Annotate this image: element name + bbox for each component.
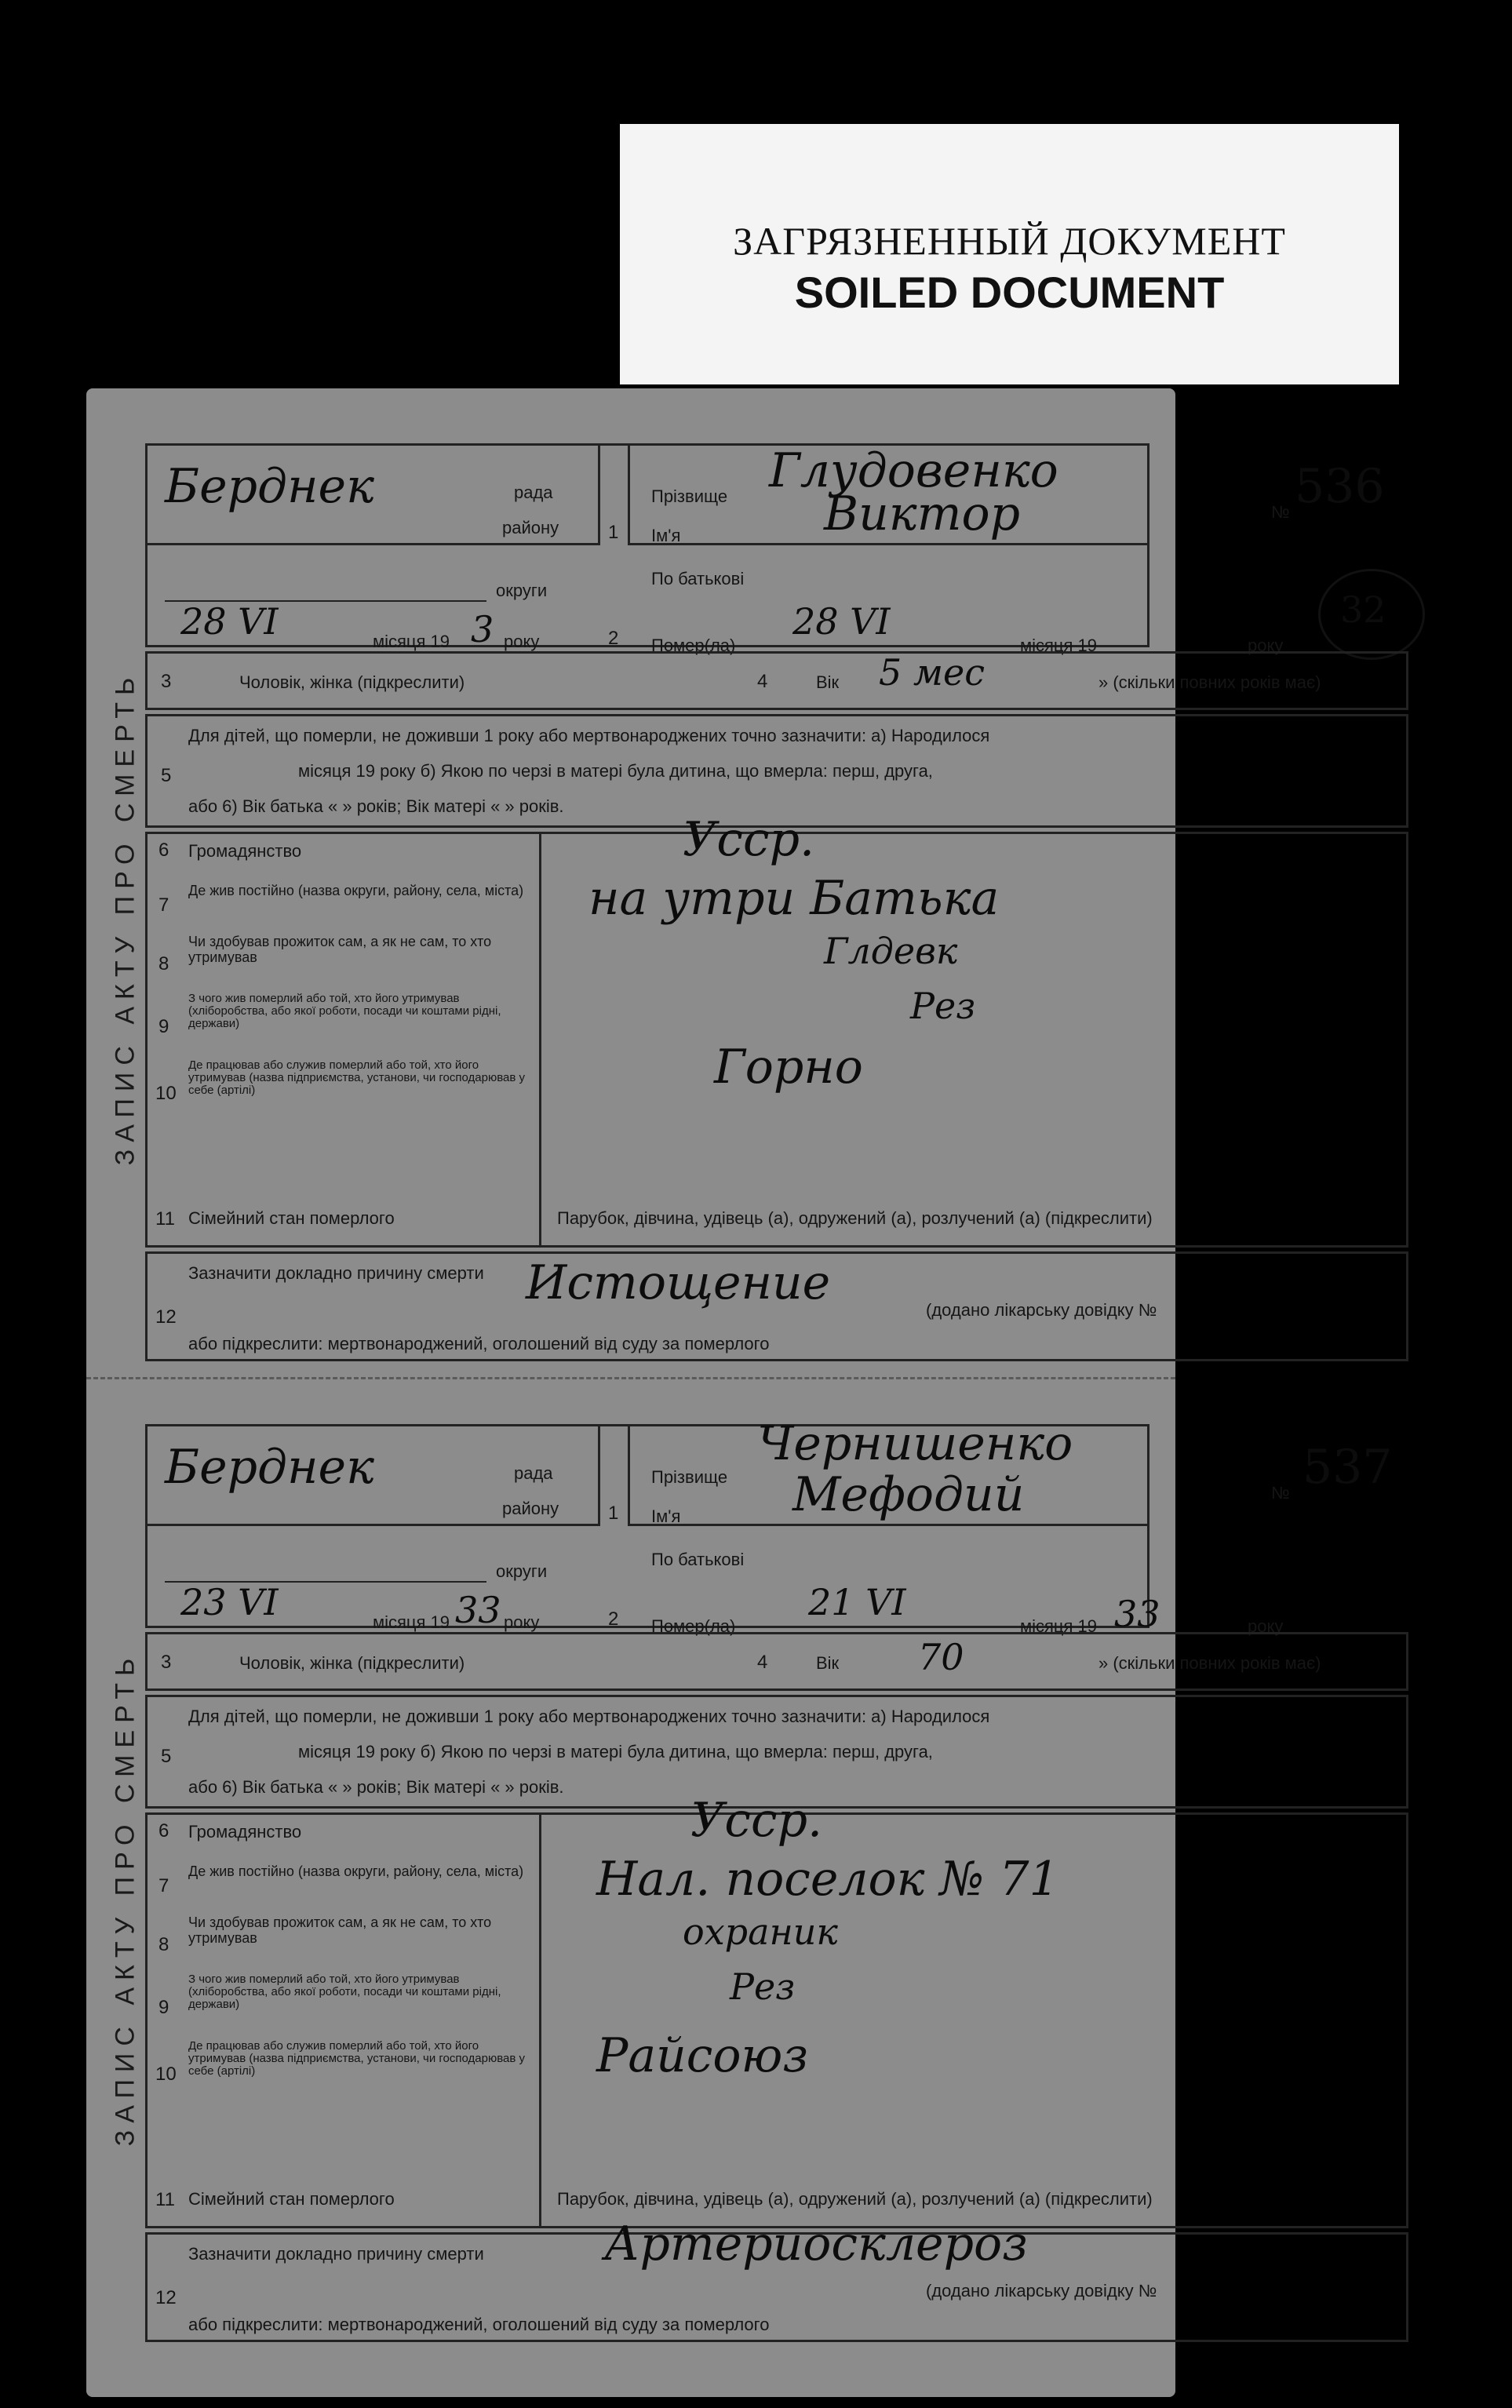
label-vik: Вік	[816, 672, 840, 692]
reg-date: 28 VI	[180, 600, 279, 643]
row-num-7: 7	[158, 1875, 169, 1896]
label-rada: рада	[514, 1463, 553, 1483]
label-no: №	[1271, 502, 1290, 522]
row-num-3: 3	[161, 671, 172, 692]
label-rada: рада	[514, 483, 553, 502]
stamp-line-ru: ЗАГРЯЗНЕННЫЙ ДОКУМЕНТ	[733, 219, 1286, 263]
label-no: №	[1271, 1483, 1290, 1503]
council-name: Берднек	[165, 1440, 374, 1495]
row-num-1: 1	[608, 522, 619, 543]
label-children-1: Для дітей, що померли, не доживши 1 року або мертвонароджених точно зазначити: а) Народилося	[188, 726, 990, 745]
row-num-4: 4	[757, 1652, 768, 1673]
label-death-misyatsya: місяця 19	[1020, 1616, 1098, 1636]
label-pomer: Помер(ла)	[651, 636, 736, 655]
label-po-batkovi: По батькові	[651, 569, 745, 588]
support: Глдевк	[824, 930, 958, 972]
row-num-10: 10	[155, 2064, 177, 2085]
livelihood: Рез	[730, 1965, 796, 2008]
label-okrugy: округи	[496, 1561, 548, 1581]
label-q10: Де працював або служив померлий або той, хто його утримував (назва підприємства, установи, чи господарював у себе (артілі)	[188, 1058, 525, 1097]
label-prizvyshche: Прізвище	[651, 1467, 728, 1487]
label-children-3: або 6) Вік батька « » років; Вік матері « » років.	[188, 1777, 564, 1797]
label-q12b: (додано лікарську довідку №	[926, 1300, 1157, 1320]
label-okrugy: округи	[496, 581, 548, 600]
label-q8: Чи здобував прожиток сам, а як не сам, то хто утримував	[188, 934, 492, 965]
label-q12a: Зазначити докладно причину смерти	[188, 1263, 484, 1283]
row-num-8: 8	[158, 953, 169, 974]
cause-of-death: Артериосклероз	[604, 2217, 1028, 2271]
age: 5 мес	[879, 651, 986, 694]
reg-date: 23 VI	[180, 1581, 279, 1623]
livelihood: Рез	[910, 985, 976, 1027]
death-date: 21 VI	[808, 1581, 906, 1623]
row-num-11: 11	[155, 2189, 175, 2210]
row-num-9: 9	[158, 1997, 169, 2018]
label-q12a: Зазначити докладно причину смерти	[188, 2244, 484, 2264]
label-q6: Громадянство	[188, 1822, 302, 1842]
soiled-document-stamp	[620, 124, 1399, 384]
row-num-6: 6	[158, 840, 169, 861]
label-roku: року	[504, 1612, 540, 1632]
workplace: Райсоюз	[596, 2028, 809, 2083]
given-name: Виктор	[824, 486, 1020, 541]
label-prizvyshche: Прізвище	[651, 486, 728, 506]
row-num-6: 6	[158, 1820, 169, 1842]
council-name: Берднек	[165, 459, 374, 514]
row-num-11: 11	[155, 1208, 175, 1230]
label-vik-note: » (скільки повних років має)	[1098, 1653, 1321, 1673]
label-children-2: місяця 19 року б) Якою по черзі в матері була дитина, що вмерла: перш, друга,	[298, 761, 933, 781]
label-po-batkovi: По батькові	[651, 1550, 745, 1569]
death-year: 33	[1114, 1593, 1160, 1635]
label-vik: Вік	[816, 1653, 840, 1673]
label-children-1: Для дітей, що померли, не доживши 1 року або мертвонароджених точно зазначити: а) Народилося	[188, 1707, 990, 1726]
row-num-3: 3	[161, 1652, 172, 1673]
label-q8: Чи здобував прожиток сам, а як не сам, то хто утримував	[188, 1914, 492, 1946]
label-sex: Чоловік, жінка (підкреслити)	[239, 1653, 465, 1673]
label-q12c: або підкреслити: мертвонароджений, оголошений від суду за померлого	[188, 2315, 770, 2334]
label-children-3: або 6) Вік батька « » років; Вік матері « » років.	[188, 796, 564, 816]
label-q11: Сімейний стан померлого	[188, 1208, 395, 1228]
row-num-12: 12	[155, 2287, 177, 2308]
label-q9: З чого жив померлий або той, хто його утримував (хліборобства, або якої роботи, посади чи коштами рідні, держави)	[188, 992, 501, 1030]
label-rayon: району	[502, 518, 559, 537]
reg-year: 33	[455, 1589, 501, 1631]
label-vik-note: » (скільки повних років має)	[1098, 672, 1321, 692]
residence: Нал. поселок № 71	[596, 1852, 1059, 1907]
row-num-10: 10	[155, 1083, 177, 1104]
record-number: 536	[1295, 459, 1385, 514]
label-misyatsya: місяця 19	[373, 632, 450, 651]
label-q7: Де жив постійно (назва округи, району, села, міста)	[188, 883, 524, 898]
record-side-title: ЗАПИС АКТУ ПРО СМЕРТЬ	[110, 1651, 140, 2147]
row-num-5: 5	[161, 1746, 172, 1767]
label-pomer: Помер(ла)	[651, 1616, 736, 1636]
citizenship: Усср.	[683, 812, 815, 867]
label-death-roku: року	[1248, 1616, 1284, 1636]
record-2	[86, 1416, 1393, 2358]
perforation-line	[86, 1377, 1175, 1379]
surname: Чернишенко	[757, 1416, 1073, 1471]
label-q7: Де жив постійно (назва округи, району, села, міста)	[188, 1863, 524, 1879]
label-rayon: району	[502, 1499, 559, 1518]
row-num-5: 5	[161, 765, 172, 786]
label-imya: Ім'я	[651, 526, 681, 545]
row-num-4: 4	[757, 671, 768, 692]
workplace: Горно	[714, 1040, 863, 1095]
label-death-misyatsya: місяця 19	[1020, 636, 1098, 655]
label-death-roku: року	[1248, 636, 1284, 655]
row-num-12: 12	[155, 1306, 177, 1328]
label-roku: року	[504, 632, 540, 651]
citizenship: Усср.	[690, 1793, 823, 1848]
stamp-line-en: SOILED DOCUMENT	[794, 268, 1225, 317]
label-q12c: або підкреслити: мертвонароджений, оголошений від суду за померлого	[188, 1334, 770, 1353]
residence: на утри Батька	[588, 871, 1000, 926]
label-q11-opts: Парубок, дівчина, удівець (а), одружений (а), розлучений (а) (підкреслити)	[557, 2189, 1153, 2209]
row-num-8: 8	[158, 1934, 169, 1955]
row-num-7: 7	[158, 894, 169, 916]
death-record-sheet	[86, 388, 1393, 2397]
age: 70	[918, 1636, 964, 1678]
row-num-2: 2	[608, 1608, 619, 1630]
label-children-2: місяця 19 року б) Якою по черзі в матері була дитина, що вмерла: перш, друга,	[298, 1742, 933, 1761]
record-number: 537	[1303, 1440, 1393, 1495]
label-q10: Де працював або служив померлий або той, хто його утримував (назва підприємства, установи, чи господарював у себе (артілі)	[188, 2039, 525, 2078]
label-sex: Чоловік, жінка (підкреслити)	[239, 672, 465, 692]
label-misyatsya: місяця 19	[373, 1612, 450, 1632]
record-1	[86, 443, 1386, 1377]
record-side-title: ЗАПИС АКТУ ПРО СМЕРТЬ	[110, 670, 140, 1166]
row-num-1: 1	[608, 1503, 619, 1524]
row-num-9: 9	[158, 1016, 169, 1037]
label-q6: Громадянство	[188, 841, 302, 861]
row-num-2: 2	[608, 628, 619, 649]
surname: Глудовенко	[769, 443, 1058, 498]
label-q12b: (додано лікарську довідку №	[926, 2281, 1157, 2301]
circle-number: 32	[1340, 588, 1386, 631]
reg-year: 3	[471, 608, 494, 650]
label-q11: Сімейний стан померлого	[188, 2189, 395, 2209]
death-date: 28 VI	[792, 600, 891, 643]
support: охраник	[683, 1911, 838, 1953]
cause-of-death: Истощение	[526, 1255, 831, 1310]
label-q9: З чого жив померлий або той, хто його утримував (хліборобства, або якої роботи, посади чи коштами рідні, держави)	[188, 1973, 501, 2011]
label-imya: Ім'я	[651, 1506, 681, 1526]
label-q11-opts: Парубок, дівчина, удівець (а), одружений (а), розлучений (а) (підкреслити)	[557, 1208, 1153, 1228]
given-name: Мефодий	[792, 1467, 1025, 1522]
